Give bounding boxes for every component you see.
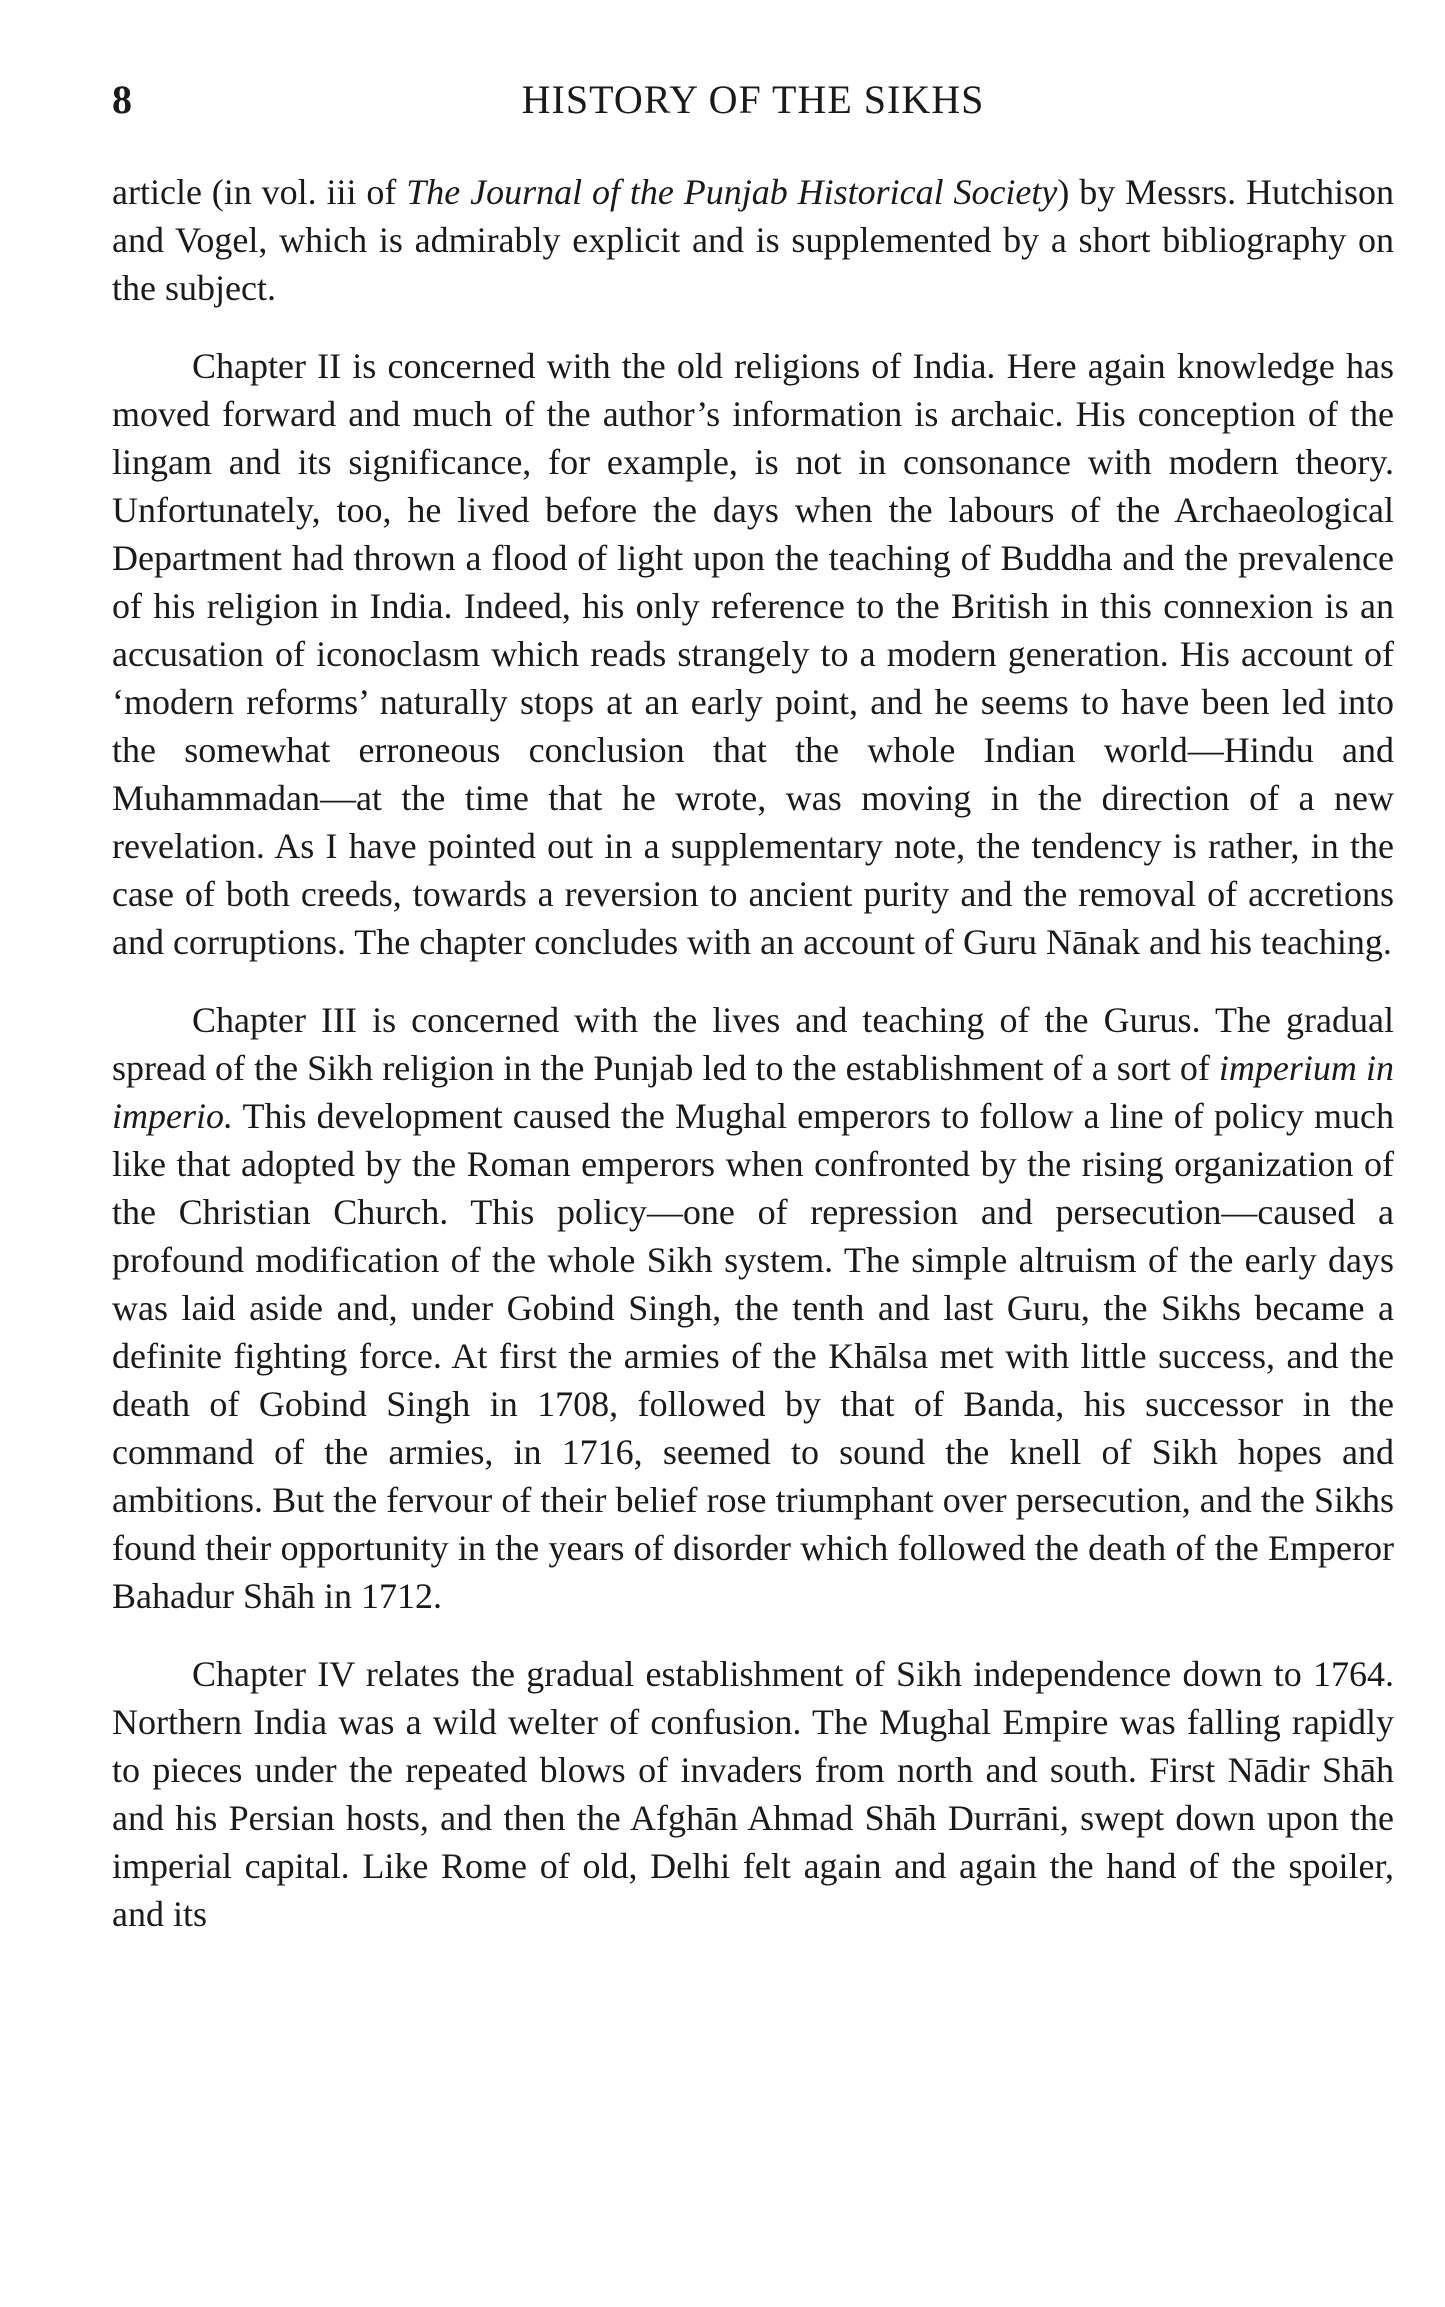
text-run: Chapter III is concerned with the lives and teaching of the Gurus. The gradual spread of the Sikh religion in the Punjab led to the establishment of a sort of — [112, 1000, 1394, 1088]
paragraph-chapter-iii — [112, 996, 1394, 1620]
book-page — [112, 70, 1394, 1938]
paragraph-continued-article — [112, 168, 1394, 312]
journal-title: The Journal of the Punjab Historical Society — [406, 172, 1058, 212]
text-run: article (in vol. iii of — [112, 172, 407, 212]
paragraph-chapter-iv — [112, 1650, 1394, 1938]
text-run: This development caused the Mughal emperors to follow a line of policy much like that adopted by the Roman emperors when confronted by the rising organization of the Christian Church. This policy—one of repression and persecution—caused a profound modification of the whole Sikh system. The simple altruism of the early days was laid aside and, under Gobind Singh, the tenth and last Guru, the Sikhs became a definite fighting force. At first the armies of the Khālsa met with little success, and the death of Gobind Singh in 1708, followed by that of Banda, his successor in the command of the armies, in 1716, seemed to sound the knell of Sikh hopes and ambitions. But the fervour of their belief rose triumphant over persecution, and the Sikhs found their opportunity in the years of disorder which followed the death of the Emperor Bahadur Shāh in 1712. — [112, 1096, 1394, 1616]
running-title: HISTORY OF THE SIKHS — [521, 77, 985, 122]
latin-phrase: imperium in imperio. — [112, 1048, 1394, 1136]
running-head — [112, 70, 1394, 130]
text-run: Chapter IV relates the gradual establishment of Sikh independence down to 1764. Northern India was a wild welter of confusion. The Mughal Empire was falling rapidly to pieces under the repeated blows of invaders from north and south. First Nādir Shāh and his Persian hosts, and then the Afghān Ahmad Shāh Durrāni, swept down upon the imperial capital. Like Rome of old, Delhi felt again and again the hand of the spoiler, and its — [112, 1654, 1394, 1934]
body-text — [112, 168, 1394, 1938]
page-number: 8 — [112, 77, 132, 122]
paragraph-chapter-ii — [112, 342, 1394, 966]
text-run: Chapter II is concerned with the old religions of India. Here again knowledge has moved forward and much of the author’s information is archaic. His conception of the lingam and its significance, for example, is not in consonance with modern theory. Unfortunately, too, he lived before the days when the labours of the Archaeological Department had thrown a flood of light upon the teaching of Buddha and the prevalence of his religion in India. Indeed, his only reference to the British in this connexion is an accusation of iconoclasm which reads strangely to a modern generation. His account of ‘modern reforms’ naturally stops at an early point, and he seems to have been led into the somewhat erroneous conclusion that the whole Indian world—Hindu and Muhammadan—at the time that he wrote, was moving in the direction of a new revelation. As I have pointed out in a supplementary note, the tendency is rather, in the case of both creeds, towards a reversion to ancient purity and the removal of accretions and corruptions. The chapter concludes with an account of Guru Nānak and his teaching. — [112, 346, 1394, 962]
text-run: ) by Messrs. Hutchison and Vogel, which is admirably explicit and is supplemented by a short bibliography on the subject. — [112, 172, 1394, 308]
